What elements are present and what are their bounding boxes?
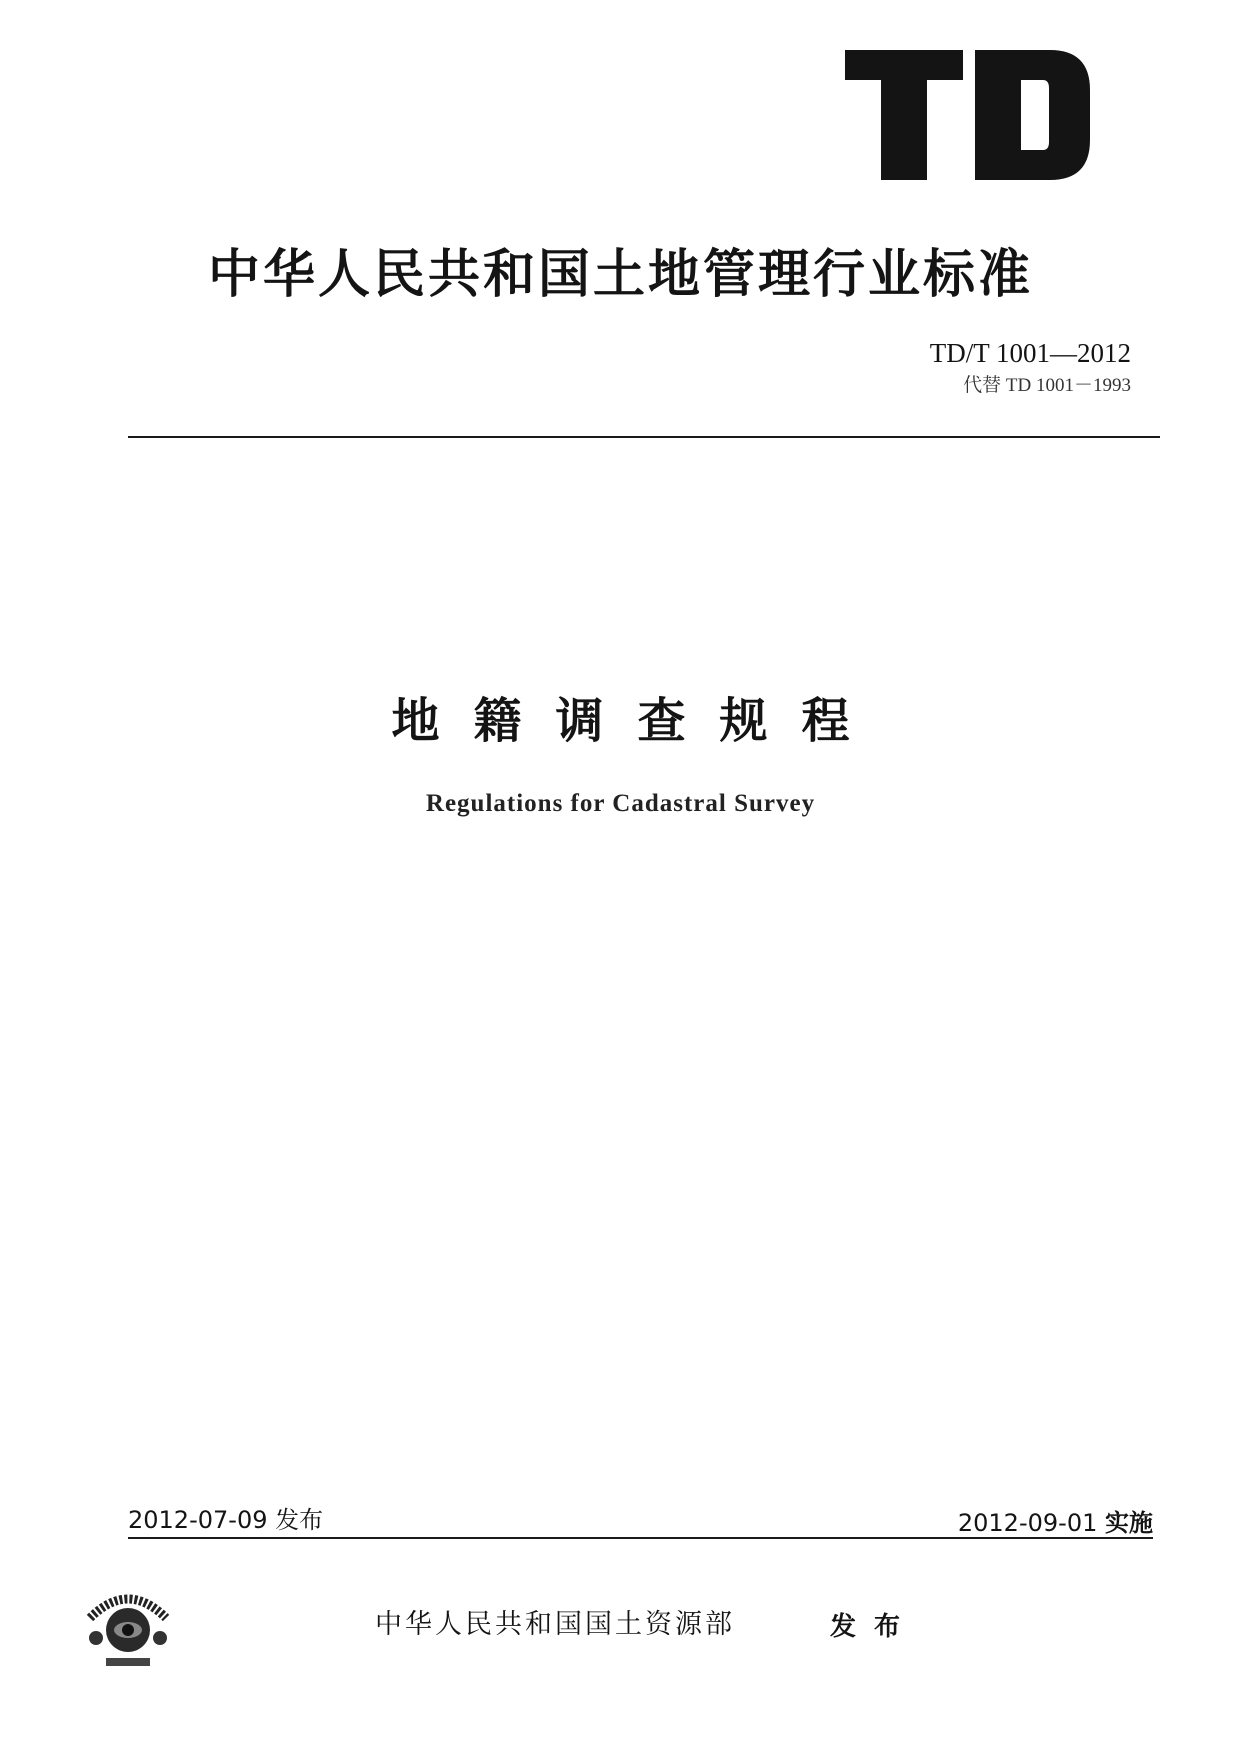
implementation-label: 实施 xyxy=(1105,1509,1153,1537)
standard-number: TD/T 1001—2012 xyxy=(929,338,1131,368)
issuer-action: 发布 xyxy=(830,1612,919,1642)
publisher-seal-icon xyxy=(78,1578,178,1673)
implementation-date xyxy=(958,1503,1153,1538)
header-divider xyxy=(128,436,1160,438)
issue-date: 2012-07-09 发布 xyxy=(128,1506,324,1534)
document-title: 地籍调查规程 xyxy=(391,693,884,749)
issuer-name: 中华人民共和国国土资源部 xyxy=(375,1609,735,1640)
footer-divider xyxy=(128,1537,1153,1539)
standard-category: 中华人民共和国土地管理行业标准 xyxy=(207,245,1033,305)
document-title-english: Regulations for Cadastral Survey xyxy=(425,790,816,817)
td-logo xyxy=(845,50,1090,185)
replaces-standard: 代替 TD 1001－1993 xyxy=(963,375,1131,396)
implementation-date-value: 2012-09-01 xyxy=(957,1509,1098,1537)
